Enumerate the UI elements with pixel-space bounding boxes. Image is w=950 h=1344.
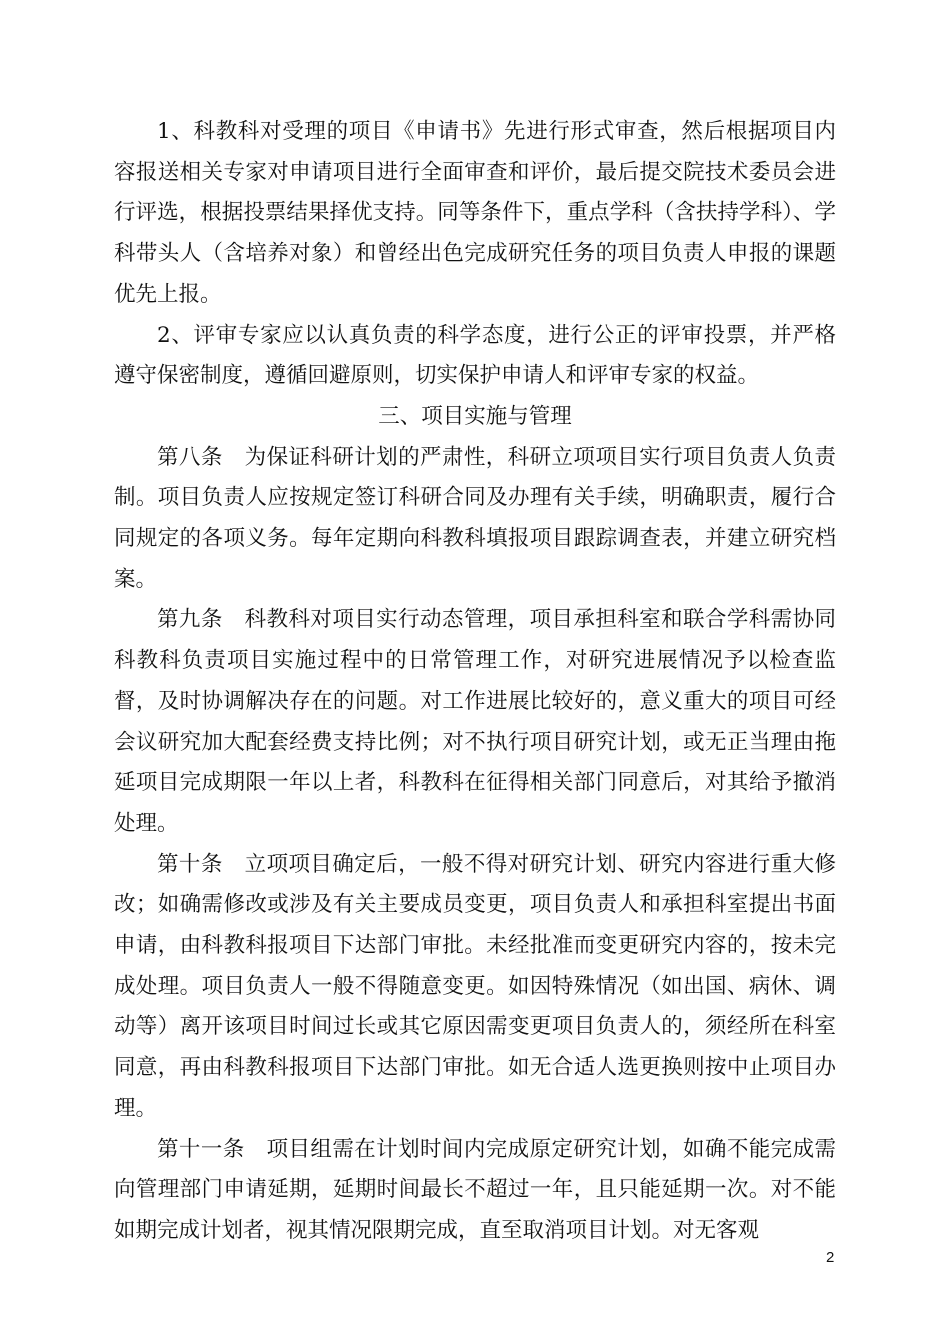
paragraph-article-11: 第十一条 项目组需在计划时间内完成原定研究计划，如确不能完成需向管理部门申请延期，延期时间最长不超过一年，且只能延期一次。对不能如期完成计划者，视其情况限期完成，直至取消项目计划。对无客观	[114, 1136, 836, 1243]
document-body	[114, 112, 836, 1252]
paragraph-article-10: 第十条 立项项目确定后，一般不得对研究计划、研究内容进行重大修改；如确需修改或涉及有关主要成员变更，项目负责人和承担科室提出书面申请，由科教科报项目下达部门审批。未经批准而变更研究内容的，按未完成处理。项目负责人一般不得随意变更。如因特殊情况（如出国、病休、调动等）离开该项目时间过长或其它原因需变更项目负责人的，须经所在科室同意，再由科教科报项目下达部门审批。如无合适人选更换则按中止项目办理。	[114, 851, 836, 1121]
paragraph-review-item-1: 1、科教科对受理的项目《申请书》先进行形式审查，然后根据项目内容报送相关专家对申请项目进行全面审查和评价，最后提交院技术委员会进行评选，根据投票结果择优支持。同等条件下，重点学科（含扶持学科）、学科带头人（含培养对象）和曾经出色完成研究任务的项目负责人申报的课题优先上报。	[114, 119, 836, 307]
page-number: 2	[826, 1249, 835, 1266]
paragraph-review-item-2: 2、评审专家应以认真负责的科学态度，进行公正的评审投票，并严格遵守保密制度，遵循回避原则，切实保护申请人和评审专家的权益。	[114, 322, 836, 389]
paragraph-article-8: 第八条 为保证科研计划的严肃性，科研立项项目实行项目负责人负责制。项目负责人应按规定签订科研合同及办理有关手续，明确职责，履行合同规定的各项义务。每年定期向科教科填报项目跟踪调查表，并建立研究档案。	[114, 444, 836, 592]
section-heading: 三、项目实施与管理	[378, 403, 572, 429]
paragraph-article-9: 第九条 科教科对项目实行动态管理，项目承担科室和联合学科需协同科教科负责项目实施过程中的日常管理工作，对研究进展情况予以检查监督，及时协调解决存在的问题。对工作进展比较好的，意义重大的项目可经会议研究加大配套经费支持比例；对不执行项目研究计划，或无正当理由拖延项目完成期限一年以上者，科教科在征得相关部门同意后，对其给予撤消处理。	[114, 607, 836, 836]
